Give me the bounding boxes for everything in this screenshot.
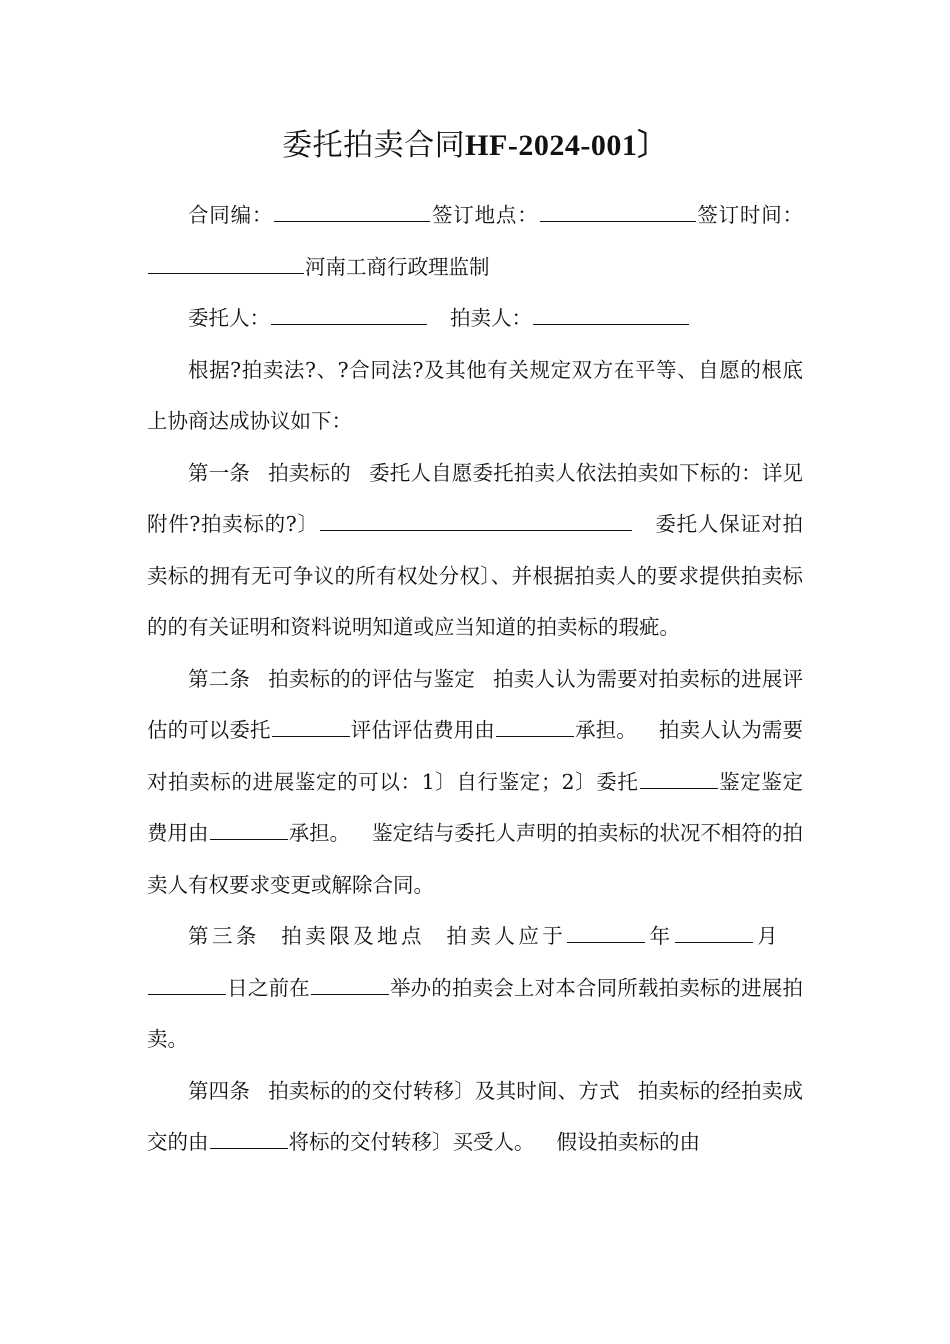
article-3-text: 拍卖人应于 — [443, 924, 567, 948]
article-2-text: 鉴定鉴定费用由 — [147, 769, 804, 845]
sign-time-blank — [148, 272, 304, 274]
article-1 — [147, 448, 803, 654]
article-4-subject: 拍卖标的的交付转移〕及其时间、方式 — [268, 1078, 620, 1103]
article-4-text: 假设拍卖标的由 — [556, 1130, 700, 1154]
article-3-text: 举办的拍卖会上对本合同所载拍卖标的进展拍卖。 — [147, 975, 804, 1051]
article-1-text: 委托人自愿委托拍卖人依法拍卖如下标的：详见附件?拍卖标的?〕 — [147, 460, 804, 536]
article-3 — [147, 911, 803, 1066]
year-blank — [567, 941, 645, 943]
sign-time-label-cont: 间： — [761, 203, 804, 227]
sign-place-blank — [540, 220, 696, 222]
article-3-text: 日之前在 — [227, 975, 310, 1000]
article-1-blank — [320, 529, 632, 531]
contract-no-blank — [274, 220, 430, 222]
article-2-text: 拍卖人认为需要对拍卖标的进展鉴定的可以：1〕自行鉴定；2〕委托 — [147, 718, 804, 794]
contract-no-label: 合同编： — [188, 203, 274, 227]
article-3-heading: 第三条 — [188, 924, 260, 948]
article-2-text: 承担。 — [288, 821, 351, 845]
supervisor-text: 河南工商行政理监制 — [305, 254, 490, 279]
auctioneer-label: 拍卖人： — [450, 306, 532, 330]
contract-code: HF-2024-001〕 — [465, 129, 668, 162]
identification-fee-blank — [210, 838, 288, 840]
article-2-heading: 第二条 — [188, 666, 251, 691]
article-3-subject: 拍卖限及地点 — [277, 924, 426, 948]
principal-blank — [271, 323, 427, 325]
parties-line — [147, 293, 803, 345]
appraisal-fee-blank — [496, 735, 574, 737]
article-4-text: 将标的交付转移〕买受人。 — [288, 1130, 535, 1154]
deliverer-blank — [210, 1147, 288, 1149]
article-4 — [147, 1066, 803, 1169]
month-blank — [675, 941, 753, 943]
principal-label: 委托人： — [188, 306, 270, 330]
article-2 — [147, 654, 803, 912]
article-3-text: 月 — [753, 924, 782, 948]
article-2-subject: 拍卖标的的评估与鉴定 — [268, 666, 475, 691]
article-4-heading: 第四条 — [188, 1078, 251, 1103]
article-2-text: 拍卖人认为需要对拍卖标的进展评估的可以委托 — [147, 666, 804, 742]
preamble: 根据?拍卖法?、?合同法?及其他有关规定双方在平等、自愿的根底上协商达成协议如下： — [147, 357, 803, 433]
sign-place-label: 签订地点： — [431, 203, 539, 227]
identifier-blank — [640, 787, 718, 789]
title-text: 委托拍卖合同 — [282, 128, 466, 163]
page-title — [0, 124, 950, 168]
document-body — [147, 190, 803, 1169]
header-line — [147, 190, 803, 293]
venue-blank — [311, 993, 389, 995]
article-1-heading: 第一条 — [188, 460, 251, 485]
auctioneer-blank — [533, 323, 689, 325]
article-2-text: 承担。 — [574, 718, 637, 742]
article-2-text: 评估评估费用由 — [350, 718, 495, 742]
article-1-text-cont: 委托人保证对拍卖标的拥有无可争议的所有权处分权〕、并根据拍卖人的要求提供拍卖标的的有关证明和资料说明知道或应当知道的拍卖标的瑕疵。 — [147, 512, 804, 639]
article-1-subject: 拍卖标的 — [268, 460, 351, 485]
article-2-text: 鉴定结与委托人声明的拍卖标的状况不相符的拍卖人有权要求变更或解除合同。 — [147, 821, 804, 897]
appraiser-blank — [272, 735, 350, 737]
day-blank — [148, 993, 226, 995]
article-3-text: 年 — [646, 924, 674, 948]
article-4-text: 拍卖标的经拍卖成交的由 — [147, 1078, 804, 1154]
sign-time-label: 签订时 — [696, 203, 762, 227]
